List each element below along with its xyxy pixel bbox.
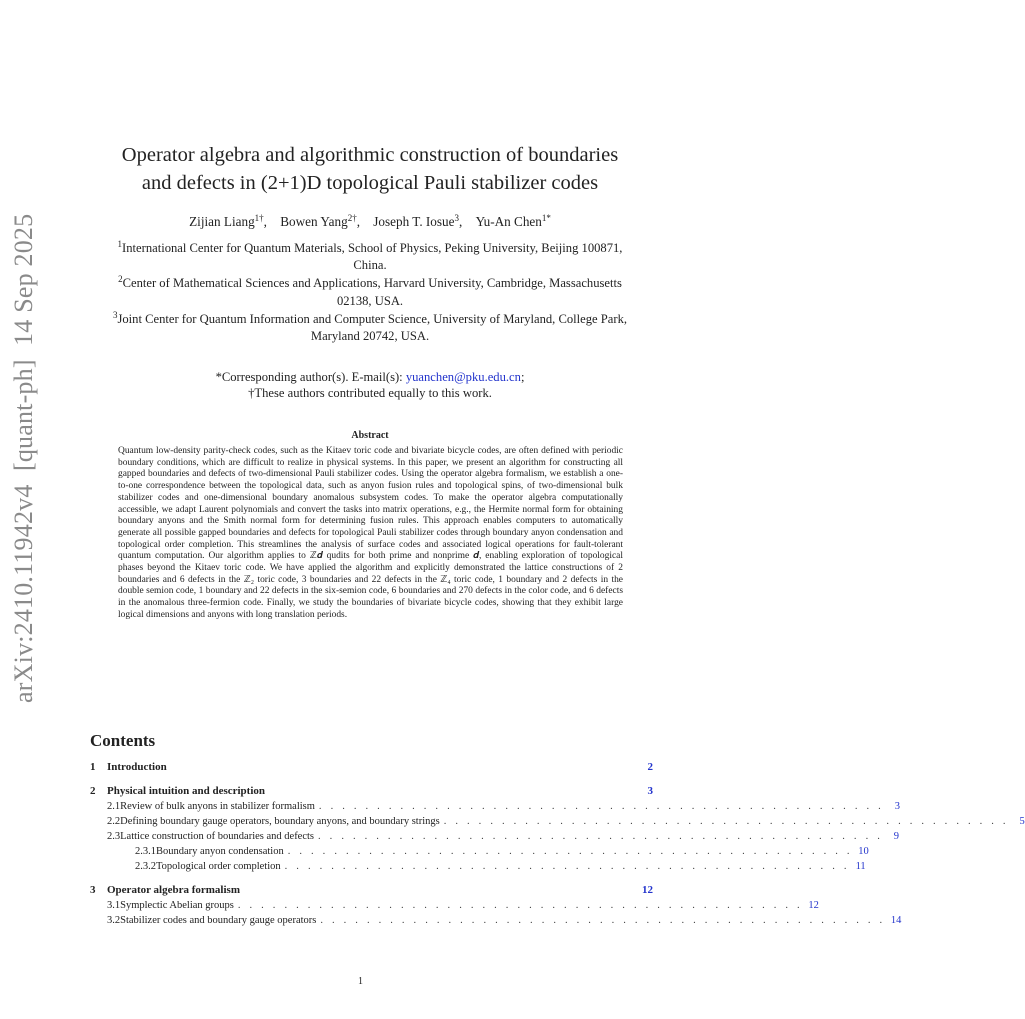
- abstract-heading: Abstract: [351, 430, 389, 441]
- toc-entry[interactable]: 1 Introduction 2: [90, 761, 653, 773]
- page-number: 1: [358, 976, 363, 987]
- toc-page-link[interactable]: 14: [890, 915, 902, 926]
- author: Joseph T. Iosue$^3$,: [373, 213, 463, 229]
- title-line-2: and defects in (2+1)D topological Pauli stabilizer codes: [141, 172, 599, 194]
- email-link[interactable]: yuanchen@pku.edu.cn: [405, 370, 521, 384]
- toc-page-link[interactable]: 3: [894, 801, 900, 812]
- author: Bowen Yang$^{2\dagger}$,: [280, 213, 360, 229]
- toc-entry[interactable]: 2 Physical intuition and description 3: [90, 785, 653, 797]
- toc-entry[interactable]: 3.2 Stabilizer codes and boundary gauge operators . . . . . . . . . . . . . . . . . . . . . . . . . . . . . . . . . . . . . . . . . . . . . . . . . 14: [107, 915, 902, 926]
- toc-page-link[interactable]: 10: [858, 846, 869, 857]
- paper-title: [90, 141, 650, 197]
- toc-page-link[interactable]: 11: [855, 861, 866, 872]
- author-list: [90, 214, 650, 230]
- toc-entry[interactable]: 3.1 Symplectic Abelian groups . . . . . . . . . . . . . . . . . . . . . . . . . . . . . . . . . . . . . . . . . . . . . . . . . 12: [107, 900, 819, 911]
- toc-page-link[interactable]: 5: [1019, 816, 1025, 827]
- affiliation: $^2$Center of Mathematical Sciences and Applications, Harvard University, Cambridge, Massachusetts 02138, USA.: [118, 274, 622, 308]
- toc-page-link[interactable]: 12: [642, 884, 653, 896]
- toc-entry[interactable]: 2.3 Lattice construction of boundaries and defects . . . . . . . . . . . . . . . . . . . . . . . . . . . . . . . . . . . . . . . . . . . . . . . . . 9: [107, 831, 900, 842]
- toc-entry[interactable]: 2.3.2 Topological order completion . . . . . . . . . . . . . . . . . . . . . . . . . . . . . . . . . . . . . . . . . . . . . . . . . 11: [135, 861, 866, 872]
- arxiv-stamp: arXiv:2410.11942v4 [quant-ph] 14 Sep 2025: [9, 213, 38, 703]
- correspondence: [100, 369, 640, 401]
- toc-page-link[interactable]: 3: [647, 785, 653, 797]
- author: Zijian Liang$^{1\dagger}$,: [189, 213, 267, 229]
- toc-entry[interactable]: 2.1 Review of bulk anyons in stabilizer formalism . . . . . . . . . . . . . . . . . . . . . . . . . . . . . . . . . . . . . . . . . . . . . . . . . 3: [107, 801, 900, 812]
- toc-entry[interactable]: 2.2 Defining boundary gauge operators, boundary anyons, and boundary strings . . . . . . . . . . . . . . . . . . . . . . . . . . . . . . . . . . . . . . . . . . . . . . . . . 5: [107, 816, 1025, 827]
- equal-contribution-note: †These authors contributed equally to this work.: [248, 386, 492, 400]
- affiliation: $^3$Joint Center for Quantum Information and Computer Science, University of Maryland, College Park, Maryland 20742, USA.: [112, 309, 628, 344]
- toc-page-link[interactable]: 9: [893, 831, 900, 842]
- affiliation: $^1$International Center for Quantum Materials, School of Physics, Peking University, Beijing 100871, China.: [117, 239, 623, 273]
- abstract-text: Quantum low-density parity-check codes, such as the Kitaev toric code and bivariate bicycle codes, are often defined with periodic boundary conditions, which are difficult to realize in physical systems. In this paper, we present an algorithm for constructing all gapped boundaries and defects of two-dimensional Pauli stabilizer codes. Using the operator algebra formalism, we establish a one-to-one correspondence between the topological data, such as anyon fusion rules and topological spins, of two-dimensional bulk stabilizer codes and one-dimensional boundary anomalous subsystem codes. To make the operator algebra computationally accessible, we adapt Laurent polynomials and convert the tasks into matrix operations, e.g., the Hermite normal form for obtaining boundary anyons and the Smith normal form for determining fusion rules. This approach enables computers to automatically generate all possible gapped boundaries and defects for topological Pauli stabilizer codes through boundary anyon condensation and topological order completion. This streamlines the analysis of surface codes and associated logical operations for fault-tolerant quantum computation. Our algorithm applies to ℤ𝒅 qudits for both prime and nonprime 𝒅, enabling exploration of topological phases beyond the Kitaev toric code. We have applied the algorithm and explicitly demonstrated the lattice constructions of 2 boundaries and 6 defects in the ℤ₂ toric code, 3 boundaries and 22 defects in the ℤ₄ toric code, 1 boundary and 2 defects in the double semion code, 1 boundary and 22 defects in the six-semion code, 6 boundaries and 270 defects in the color code, and 6 defects in the anomalous three-fermion code. Finally, we study the boundaries of bivariate bicycle codes, showing that they exhibit large logical dimensions and anyons with long translation periods.: [118, 446, 623, 620]
- table-of-contents: [90, 760, 1025, 928]
- contents-heading: Contents: [90, 731, 156, 750]
- author: Yu-An Chen$^{1*}$: [475, 213, 551, 229]
- toc-page-link[interactable]: 12: [808, 900, 819, 911]
- toc-entry[interactable]: 2.3.1 Boundary anyon condensation . . . . . . . . . . . . . . . . . . . . . . . . . . . . . . . . . . . . . . . . . . . . . . . . . 10: [135, 846, 869, 857]
- title-line-1: Operator algebra and algorithmic construction of boundaries: [121, 144, 619, 166]
- toc-page-link[interactable]: 2: [647, 761, 653, 773]
- toc-entry[interactable]: 3 Operator algebra formalism 12: [90, 884, 653, 896]
- affiliations: [100, 240, 640, 346]
- corresponding-author: *Corresponding author(s). E-mail(s): yuanchen@pku.edu.cn;: [215, 370, 525, 384]
